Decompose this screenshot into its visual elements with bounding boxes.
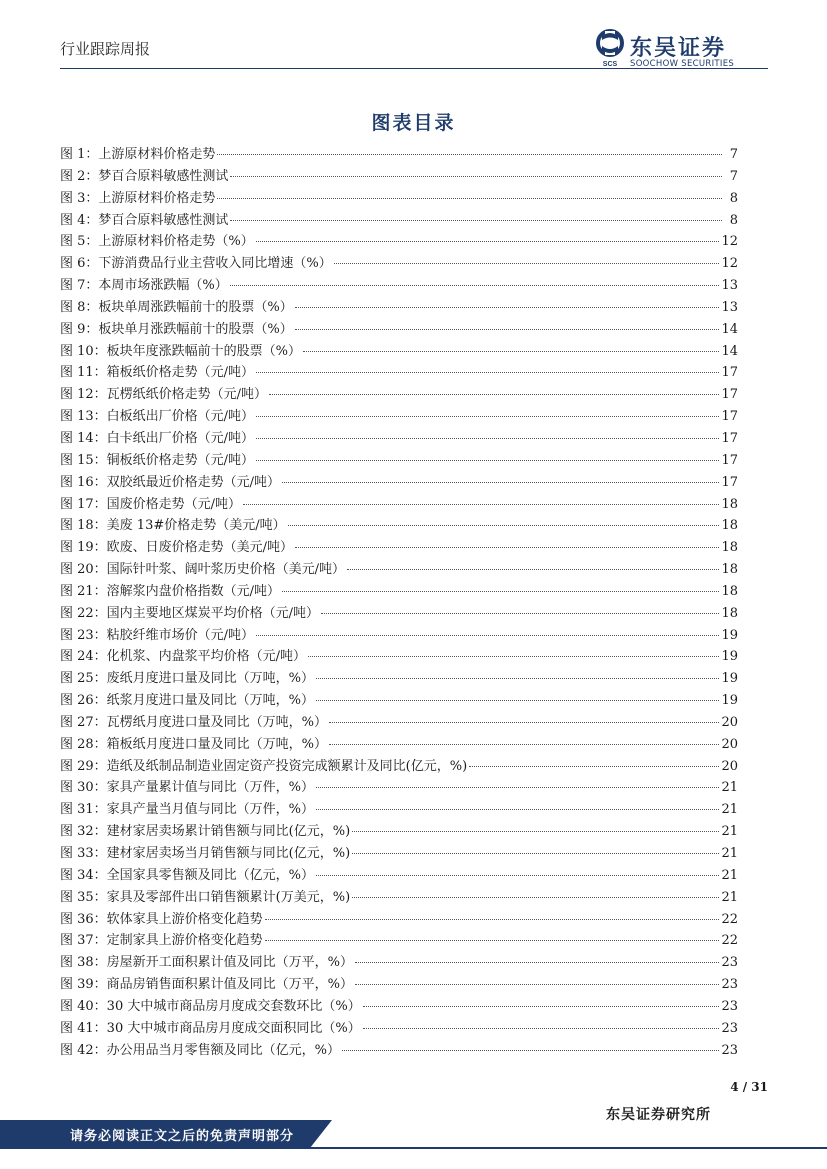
- toc-leader-dots: [269, 394, 719, 395]
- toc-entry-label: 图 30：家具产量累计值与同比（万件，%）: [60, 780, 315, 796]
- toc-entry-page: 18: [721, 540, 738, 556]
- toc-leader-dots: [316, 809, 719, 810]
- toc-entry-label: 图 18：美废 13#价格走势（美元/吨）: [60, 518, 286, 534]
- toc-leader-dots: [256, 372, 719, 373]
- toc-entry[interactable]: [60, 230, 738, 252]
- toc-leader-dots: [352, 853, 719, 854]
- toc-leader-dots: [256, 635, 719, 636]
- toc-leader-dots: [352, 897, 719, 898]
- toc-leader-dots: [295, 329, 720, 330]
- toc-entry-label: 图 41：30 大中城市商品房月度成交面积同比（%）: [60, 1020, 361, 1036]
- toc-entry-label: 图 12：瓦楞纸纸价格走势（元/吨）: [60, 387, 268, 403]
- toc-entry[interactable]: [60, 165, 738, 187]
- toc-entry-page: 17: [721, 474, 738, 490]
- toc-leader-dots: [243, 504, 719, 505]
- toc-entry-page: 19: [721, 671, 738, 687]
- toc-entry-label: 图 39：商品房销售面积累计值及同比（万平，%）: [60, 977, 354, 993]
- toc-entry-label: 图 40：30 大中城市商品房月度成交套数环比（%）: [60, 998, 361, 1014]
- toc-entry-label: 图 19：欧废、日废价格走势（美元/吨）: [60, 540, 294, 556]
- toc-entry-page: 12: [721, 234, 738, 250]
- toc-leader-dots: [342, 1050, 719, 1051]
- toc-leader-dots: [265, 940, 720, 941]
- toc-entry-label: 图 3：上游原材料价格走势: [60, 190, 216, 206]
- toc-entry-page: 21: [721, 780, 738, 796]
- toc-leader-dots: [469, 766, 719, 767]
- toc-entry[interactable]: [60, 776, 738, 798]
- toc-leader-dots: [352, 831, 719, 832]
- toc-entry-page: 23: [721, 998, 738, 1014]
- toc-entry[interactable]: [60, 1017, 738, 1039]
- toc-entry-page: 22: [721, 911, 738, 927]
- table-of-figures: [60, 143, 738, 1060]
- toc-entry[interactable]: [60, 493, 738, 515]
- toc-entry[interactable]: [60, 209, 738, 231]
- toc-entry-page: 20: [721, 714, 738, 730]
- toc-entry[interactable]: [60, 624, 738, 646]
- toc-entry-label: 图 14：白卡纸出厂价格（元/吨）: [60, 430, 255, 446]
- toc-leader-dots: [334, 263, 720, 264]
- toc-entry-label: 图 5：上游原材料价格走势（%）: [60, 234, 254, 250]
- toc-entry[interactable]: [60, 318, 738, 340]
- toc-entry[interactable]: [60, 405, 738, 427]
- toc-entry-page: 19: [721, 627, 738, 643]
- toc-leader-dots: [288, 525, 720, 526]
- toc-entry-page: 19: [721, 693, 738, 709]
- toc-entry[interactable]: [60, 711, 738, 733]
- toc-entry-page: 17: [721, 387, 738, 403]
- toc-entry-label: 图 22：国内主要地区煤炭平均价格（元/吨）: [60, 605, 320, 621]
- toc-leader-dots: [316, 700, 719, 701]
- toc-entry-page: 8: [729, 190, 738, 206]
- toc-entry-page: 21: [721, 867, 738, 883]
- toc-entry-label: 图 32：建材家居卖场累计销售额与同比(亿元，%): [60, 824, 351, 840]
- toc-entry[interactable]: [60, 798, 738, 820]
- toc-entry-label: 图 2：梦百合原料敏感性测试: [60, 168, 229, 184]
- toc-leader-dots: [303, 351, 719, 352]
- toc-entry-page: 23: [721, 1042, 738, 1058]
- toc-leader-dots: [265, 919, 720, 920]
- toc-entry-page: 17: [721, 430, 738, 446]
- toc-entry-label: 图 36：软体家具上游价格变化趋势: [60, 911, 263, 927]
- toc-entry-page: 23: [721, 977, 738, 993]
- toc-entry-label: 图 8：板块单周涨跌幅前十的股票（%）: [60, 299, 293, 315]
- toc-entry[interactable]: [60, 995, 738, 1017]
- toc-entry-page: 13: [721, 299, 738, 315]
- toc-entry[interactable]: [60, 733, 738, 755]
- toc-entry[interactable]: [60, 427, 738, 449]
- toc-entry[interactable]: [60, 296, 738, 318]
- footer-disclaimer: 请务必阅读正文之后的免责声明部分: [70, 1129, 295, 1144]
- toc-entry[interactable]: [60, 383, 738, 405]
- toc-entry-page: 21: [721, 824, 738, 840]
- toc-entry-label: 图 4：梦百合原料敏感性测试: [60, 212, 229, 228]
- toc-entry[interactable]: [60, 908, 738, 930]
- toc-entry-label: 图 17：国废价格走势（元/吨）: [60, 496, 242, 512]
- toc-entry[interactable]: [60, 602, 738, 624]
- toc-entry[interactable]: [60, 274, 738, 296]
- toc-entry-label: 图 10：板块年度涨跌幅前十的股票（%）: [60, 343, 302, 359]
- toc-leader-dots: [347, 569, 719, 570]
- toc-leader-dots: [282, 482, 719, 483]
- toc-leader-dots: [256, 416, 719, 417]
- toc-entry-page: 14: [721, 343, 738, 359]
- toc-entry-label: 图 29：造纸及纸制品制造业固定资产投资完成额累计及同比(亿元，%): [60, 758, 468, 774]
- toc-entry-page: 23: [721, 1020, 738, 1036]
- toc-leader-dots: [308, 656, 719, 657]
- toc-entry-label: 图 9：板块单月涨跌幅前十的股票（%）: [60, 321, 293, 337]
- toc-entry[interactable]: [60, 951, 738, 973]
- toc-entry-label: 图 15：铜板纸价格走势（元/吨）: [60, 452, 255, 468]
- toc-entry[interactable]: [60, 340, 738, 362]
- toc-leader-dots: [230, 285, 720, 286]
- toc-entry-label: 图 42：办公用品当月零售额及同比（亿元，%）: [60, 1042, 341, 1058]
- toc-entry[interactable]: [60, 558, 738, 580]
- toc-entry[interactable]: [60, 471, 738, 493]
- toc-entry-page: 17: [721, 409, 738, 425]
- toc-entry-page: 21: [721, 846, 738, 861]
- toc-entry-page: 17: [721, 365, 738, 381]
- toc-entry[interactable]: [60, 973, 738, 995]
- toc-entry-label: 图 34：全国家具零售额及同比（亿元，%）: [60, 867, 315, 883]
- toc-leader-dots: [295, 547, 719, 548]
- toc-entry[interactable]: [60, 864, 738, 886]
- toc-entry[interactable]: [60, 361, 738, 383]
- toc-entry-label: 图 7：本周市场涨跌幅（%）: [60, 278, 228, 294]
- report-type-label: 行业跟踪周报: [60, 40, 151, 58]
- toc-entry-label: 图 37：定制家具上游价格变化趋势: [60, 933, 263, 949]
- toc-entry-label: 图 26：纸浆月度进口量及同比（万吨，%）: [60, 693, 315, 709]
- toc-entry[interactable]: [60, 667, 738, 689]
- toc-entry-page: 7: [729, 147, 738, 162]
- toc-leader-dots: [256, 460, 719, 461]
- toc-leader-dots: [363, 1028, 720, 1029]
- toc-entry-label: 图 38：房屋新开工面积累计值及同比（万平，%）: [60, 955, 354, 971]
- toc-entry[interactable]: [60, 252, 738, 274]
- toc-leader-dots: [329, 722, 719, 723]
- toc-entry-label: 图 11：箱板纸价格走势（元/吨）: [60, 365, 255, 381]
- toc-entry-label: 图 20：国际针叶浆、阔叶浆历史价格（美元/吨）: [60, 562, 346, 578]
- toc-entry-page: 22: [721, 933, 738, 949]
- toc-entry-page: 17: [721, 452, 738, 468]
- footer-banner-tip: [310, 1120, 332, 1148]
- toc-entry-label: 图 31：家具产量当月值与同比（万件，%）: [60, 802, 315, 818]
- toc-leader-dots: [355, 962, 719, 963]
- logo-en-text: SOOCHOW SECURITIES: [630, 59, 735, 69]
- logo-abbr: SCS: [602, 61, 618, 68]
- toc-entry[interactable]: [60, 755, 738, 777]
- toc-entry-page: 18: [721, 496, 738, 512]
- toc-leader-dots: [256, 438, 719, 439]
- toc-leader-dots: [316, 875, 719, 876]
- toc-entry-page: 12: [721, 256, 738, 272]
- toc-entry-page: 23: [721, 955, 738, 971]
- toc-entry-page: 13: [721, 278, 738, 294]
- toc-entry-label: 图 27：瓦楞纸月度进口量及同比（万吨，%）: [60, 714, 328, 730]
- toc-entry-label: 图 6：下游消费品行业主营收入同比增速（%）: [60, 256, 332, 272]
- header-divider: [60, 68, 768, 69]
- toc-entry-page: 21: [721, 802, 738, 818]
- toc-entry-page: 8: [729, 212, 738, 228]
- toc-entry-label: 图 25：废纸月度进口量及同比（万吨，%）: [60, 671, 315, 687]
- toc-entry[interactable]: [60, 187, 738, 209]
- toc-leader-dots: [316, 787, 719, 788]
- toc-entry-label: 图 24：化机浆、内盘浆平均价格（元/吨）: [60, 649, 307, 665]
- toc-entry[interactable]: [60, 449, 738, 471]
- toc-leader-dots: [321, 613, 719, 614]
- toc-entry-page: 20: [721, 758, 738, 774]
- footer-divider: [0, 1147, 827, 1149]
- toc-entry-page: 20: [721, 736, 738, 752]
- toc-entry[interactable]: [60, 536, 738, 558]
- toc-entry-label: 图 23：粘胶纤维市场价（元/吨）: [60, 627, 255, 643]
- toc-leader-dots: [363, 1006, 720, 1007]
- toc-entry-label: 图 13：白板纸出厂价格（元/吨）: [60, 409, 255, 425]
- toc-entry[interactable]: [60, 886, 738, 908]
- toc-entry[interactable]: [60, 143, 738, 165]
- scs-logo-icon: [592, 28, 628, 68]
- toc-entry-label: 图 33：建材家居卖场当月销售额与同比(亿元，%): [60, 846, 351, 861]
- toc-leader-dots: [217, 154, 722, 155]
- toc-leader-dots: [295, 307, 720, 308]
- logo-cn-text: 东吴证券: [630, 36, 727, 61]
- toc-leader-dots: [355, 984, 719, 985]
- toc-entry-page: 18: [721, 605, 738, 621]
- toc-entry[interactable]: [60, 580, 738, 602]
- toc-entry[interactable]: [60, 689, 738, 711]
- toc-entry-label: 图 28：箱板纸月度进口量及同比（万吨，%）: [60, 736, 328, 752]
- toc-entry[interactable]: [60, 842, 738, 864]
- toc-leader-dots: [230, 176, 722, 177]
- toc-entry-page: 19: [721, 649, 738, 665]
- toc-entry-label: 图 1：上游原材料价格走势: [60, 147, 216, 162]
- toc-entry[interactable]: [60, 645, 738, 667]
- toc-leader-dots: [282, 591, 719, 592]
- toc-entry-page: 18: [721, 562, 738, 578]
- page-title: 图表目录: [371, 112, 456, 134]
- toc-entry-label: 图 21：溶解浆内盘价格指数（元/吨）: [60, 583, 281, 599]
- toc-leader-dots: [217, 198, 722, 199]
- toc-entry-page: 21: [721, 889, 738, 905]
- toc-entry[interactable]: [60, 820, 738, 842]
- toc-entry[interactable]: [60, 1039, 738, 1061]
- company-logo: [592, 28, 772, 72]
- page-number: 4 / 31: [730, 1080, 768, 1094]
- toc-entry-label: 图 16：双胶纸最近价格走势（元/吨）: [60, 474, 281, 490]
- toc-leader-dots: [316, 678, 719, 679]
- toc-entry[interactable]: [60, 929, 738, 951]
- toc-entry-page: 18: [721, 583, 738, 599]
- toc-entry-page: 7: [729, 168, 738, 184]
- toc-leader-dots: [329, 744, 719, 745]
- toc-leader-dots: [256, 241, 720, 242]
- toc-entry[interactable]: [60, 514, 738, 536]
- toc-entry-page: 18: [721, 518, 738, 534]
- toc-entry-label: 图 35：家具及零部件出口销售额累计(万美元，%): [60, 889, 351, 905]
- toc-leader-dots: [230, 220, 722, 221]
- footer-firm-name: 东吴证券研究所: [606, 1107, 711, 1123]
- toc-entry-page: 14: [721, 321, 738, 337]
